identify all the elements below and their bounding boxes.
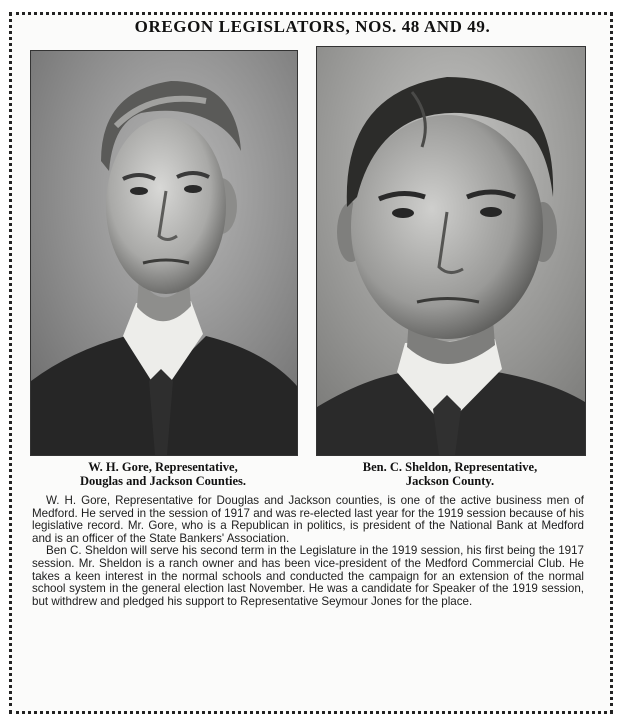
paragraph-gore: W. H. Gore, Representative for Douglas and Jackson counties, is one of the active business men of Medford. He served in the session of 1917 and was re-elected last year for the 1919 session because of his legislative record. Mr. Gore, who is a Republican in politics, is president of the National Bank at Medford and is an officer of the State Bankers' Association. <box>32 494 584 545</box>
caption-sheldon <box>316 460 584 488</box>
portrait-gore <box>30 50 298 456</box>
caption-gore-line-1: W. H. Gore, Representative, <box>88 460 238 474</box>
caption-gore <box>30 460 296 488</box>
portrait-sheldon <box>316 46 586 456</box>
paragraph-sheldon: Ben C. Sheldon will serve his second term in the Legislature in the 1919 session, his first being the 1917 session. Mr. Sheldon is a ranch owner and has been vice-president of the Medford Commercial Club. He takes a keen interest in the normal schools and conducted the campaign for an extension of the normal school system in the general election last November. He was a candidate for Speaker of the 1919 session, but withdrew and pledged his support to Representative Seymour Jones for the place. <box>32 544 584 608</box>
headline: OREGON LEGISLATORS, NOS. 48 AND 49. <box>134 17 491 36</box>
caption-sheldon-line-1: Ben. C. Sheldon, Representative, <box>362 460 538 474</box>
caption-gore-line-2: Douglas and Jackson Counties. <box>79 474 246 488</box>
article-body <box>32 495 584 608</box>
caption-sheldon-line-2: Jackson County. <box>405 474 495 488</box>
